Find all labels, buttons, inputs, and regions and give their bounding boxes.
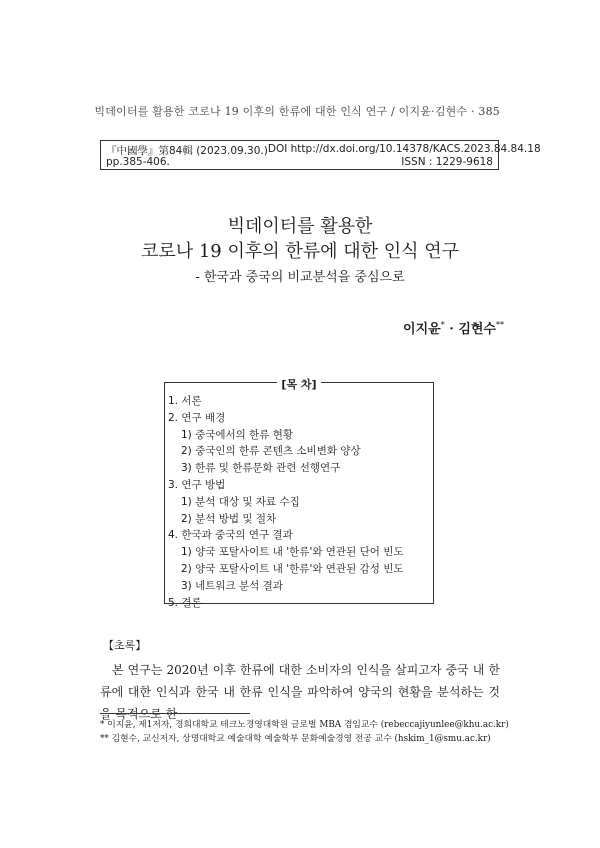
toc-item: 4. 한국과 중국의 연구 결과	[168, 529, 293, 542]
paper-subtitle: - 한국과 중국의 비교분석을 중심으로	[195, 270, 405, 285]
authors	[403, 318, 504, 337]
footnote-divider	[100, 713, 250, 714]
doi-link[interactable]: DOI http://dx.doi.org/10.14378/KACS.2023.84.84.18	[267, 143, 541, 155]
abstract-text: 본 연구는 2020년 이후 한류에 대한 소비자의 인식을 살피고자 중국 내 한류에 대한 인식과 한국 내 한류 인식을 파악하여 양국의 현황을 분석하는 것을 목적으로 한	[100, 663, 500, 721]
toc-item: 2) 중국인의 한류 콘텐츠 소비변화 양상	[181, 445, 361, 458]
author-2: 김현수	[458, 322, 496, 337]
toc-item: 3) 한류 및 한류문화 관련 선행연구	[181, 462, 341, 475]
page-range: pp.385-406.	[106, 156, 170, 168]
toc-item: 1) 분석 대상 및 자료 수집	[181, 495, 300, 508]
abstract-label: 【초록】	[103, 639, 147, 652]
toc-item: 2) 양국 포탈사이트 내 '한류'와 연관된 감성 빈도	[181, 562, 404, 575]
footnote-author-2: ** 김현수, 교신저자, 상명대학교 예술대학 예술학부 문화예술경영 전공 교수 (hskim_1@smu.ac.kr)	[100, 734, 491, 744]
toc-item: 1) 양국 포탈사이트 내 '한류'와 연관된 단어 빈도	[181, 546, 404, 559]
toc-heading	[165, 376, 433, 392]
author-2-mark: **	[496, 320, 504, 330]
issn: ISSN : 1229-9618	[401, 156, 493, 168]
toc-item: 5. 결론	[168, 596, 202, 609]
paper-title-line2: 코로나 19 이후의 한류에 대한 인식 연구	[140, 241, 460, 262]
running-header: 빅데이터를 활용한 코로나 19 이후의 한류에 대한 인식 연구 / 이지윤·김현수 · 385	[94, 105, 500, 118]
toc-list	[168, 393, 404, 611]
author-separator: ·	[444, 322, 459, 337]
paper-title-line1: 빅데이터를 활용한	[227, 216, 373, 237]
table-of-contents	[164, 378, 434, 609]
toc-item: 3) 네트워크 분석 결과	[181, 579, 283, 592]
journal-info-box	[100, 140, 541, 170]
toc-heading-text: [목 차]	[277, 378, 320, 391]
toc-item: 2. 연구 배경	[168, 411, 226, 424]
author-1-mark: *	[440, 320, 445, 330]
toc-item: 3. 연구 방법	[168, 478, 226, 491]
toc-item: 1. 서론	[168, 395, 202, 407]
journal-volume: 『中國學』第84輯 (2023.09.30.)	[106, 145, 268, 157]
footnote-author-1: * 이지윤, 제1저자, 경희대학교 테크노경영대학원 글로벌 MBA 겸임교수 (rebeccajiyunlee@khu.ac.kr)	[100, 720, 509, 730]
toc-item: 1) 중국에서의 한류 현황	[181, 428, 294, 441]
author-1: 이지윤	[403, 322, 441, 337]
toc-item: 2) 분석 방법 및 절차	[181, 512, 277, 525]
abstract-body	[100, 659, 500, 725]
